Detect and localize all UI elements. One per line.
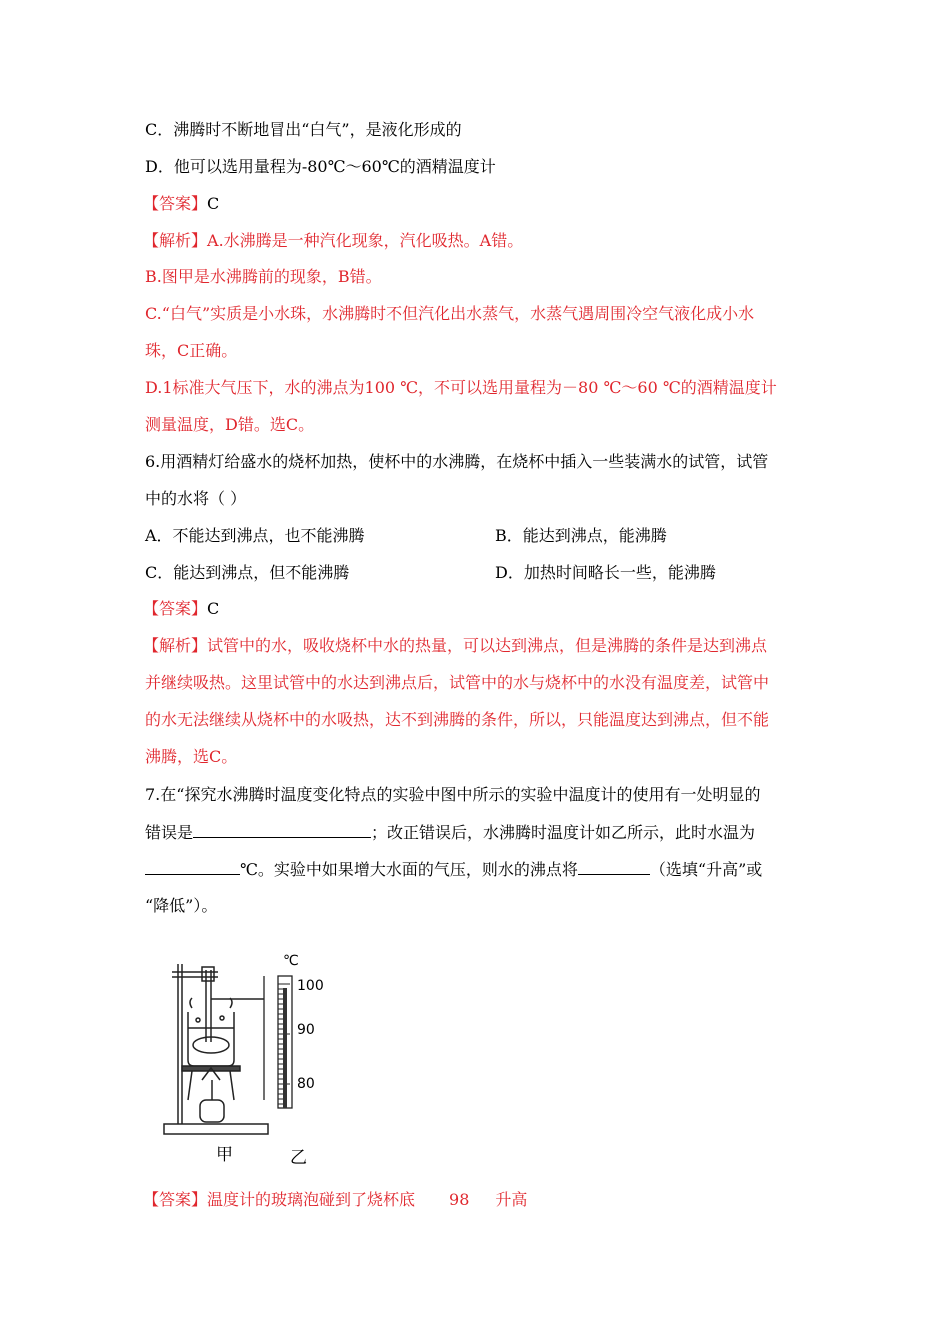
- q6-analysis-line-2: 并继续吸热。这里试管中的水达到沸点后，试管中的水与烧杯中的水没有温度差，试管中: [145, 673, 770, 692]
- q6-analysis-line-4: 沸腾，选C。: [145, 747, 238, 766]
- analysis-tag: 【解析】: [143, 231, 208, 250]
- fill-blank-1: [193, 821, 371, 838]
- q5-analysis-line-6: 测量温度，D错。选C。: [145, 415, 315, 434]
- answer-tag: 【答案】: [143, 1190, 208, 1209]
- q7-stem-line-4: “降低”）。: [145, 896, 218, 915]
- q7-text-b: ；改正错误后，水沸腾时温度计如乙所示，此时水温为: [371, 823, 756, 842]
- analysis-text: A.水沸腾是一种汽化现象，汽化吸热。A错。: [207, 231, 524, 250]
- tick-label-100: 100: [297, 978, 324, 994]
- answer-tag: 【答案】: [143, 194, 208, 213]
- q6-option-d: D．加热时间略长一些，能沸腾: [495, 563, 716, 582]
- q7-text-c: ℃。实验中如果增大水面的气压，则水的沸点将: [240, 860, 578, 879]
- q5-analysis-line-2: B.图甲是水沸腾前的现象，B错。: [145, 267, 382, 286]
- experiment-diagram: [158, 950, 358, 1150]
- q6-stem-line-2: 中的水将（ ）: [145, 489, 247, 508]
- answer-value: C: [207, 194, 220, 213]
- q5-analysis-line-4: 珠，C正确。: [145, 341, 238, 360]
- answer-tag: 【答案】: [143, 599, 208, 618]
- q7-stem-line-2: [145, 821, 755, 844]
- q6-answer: [143, 598, 219, 620]
- q5-analysis-line-5: D.1标准大气压下，水的沸点为100 ℃，不可以选用量程为－80 ℃～60 ℃的酒精温度计: [145, 378, 777, 397]
- q7-stem-line-1: 7.在“探究水沸腾时温度变化特点的实验中图中所示的实验中温度计的使用有一处明显的: [145, 785, 761, 804]
- figure-label-jia: 甲: [216, 1145, 233, 1165]
- answer-3: 升高: [495, 1190, 528, 1209]
- q6-option-c: C．能达到沸点，但不能沸腾: [145, 563, 350, 582]
- q7-text-a: 错误是: [145, 823, 194, 842]
- q6-stem-line-1: 6.用酒精灯给盛水的烧杯加热，使杯中的水沸腾，在烧杯中插入一些装满水的试管，试管: [145, 452, 769, 471]
- fill-blank-3: [578, 858, 650, 875]
- q5-answer: [143, 193, 219, 215]
- stand-base: [164, 1124, 268, 1134]
- analysis-text: 试管中的水，吸收烧杯中水的热量，可以达到沸点，但是沸腾的条件是达到沸点: [207, 636, 768, 655]
- mercury-column: [283, 988, 287, 1108]
- q5-option-d: D．他可以选用量程为-80℃～60℃的酒精温度计: [145, 157, 496, 176]
- q5-analysis-line-3: C.“白气”实质是小水珠，水沸腾时不但汽化出水蒸气，水蒸气遇周围冷空气液化成小水: [145, 304, 755, 323]
- tick-label-90: 90: [297, 1022, 315, 1038]
- q5-option-c: C．沸腾时不断地冒出“白气”，是液化形成的: [145, 120, 462, 139]
- q5-analysis-line-1: [143, 230, 523, 252]
- q7-answer: [143, 1189, 527, 1211]
- experiment-figure: [158, 950, 358, 1170]
- q6-analysis-line-1: [143, 635, 767, 657]
- q7-text-d: （选填“升高”或: [649, 860, 763, 879]
- q6-option-a: A．不能达到沸点，也不能沸腾: [145, 526, 365, 545]
- analysis-tag: 【解析】: [143, 636, 208, 655]
- alcohol-lamp: [200, 1100, 224, 1122]
- answer-value: C: [207, 599, 220, 618]
- unit-label: ℃: [283, 953, 299, 969]
- q6-analysis-line-3: 的水无法继续从烧杯中的水吸热，达不到沸腾的条件，所以，只能温度达到沸点，但不能: [145, 710, 770, 729]
- q7-stem-line-3: [145, 858, 762, 881]
- fill-blank-2: [145, 858, 240, 875]
- figure-label-yi: 乙: [290, 1148, 307, 1168]
- answer-1: 温度计的玻璃泡碰到了烧杯底: [207, 1190, 416, 1209]
- q6-option-b: B．能达到沸点，能沸腾: [495, 526, 667, 545]
- tick-label-80: 80: [297, 1076, 315, 1092]
- answer-2: 98: [449, 1190, 470, 1209]
